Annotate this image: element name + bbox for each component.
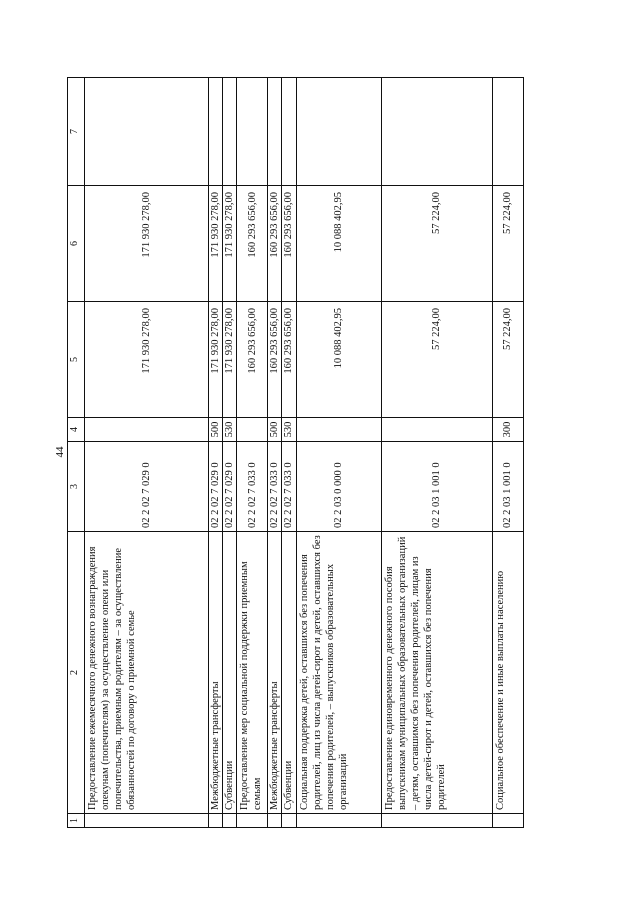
- amount5-cell: 160 293 656,00: [268, 302, 282, 418]
- amount5-cell: 171 930 278,00: [209, 302, 223, 418]
- amount5-cell: 10 088 402,95: [296, 302, 381, 418]
- header-cell: 4: [68, 418, 85, 442]
- amount6-cell: 10 088 402,95: [296, 186, 381, 302]
- col7-cell: [381, 78, 492, 186]
- amount5-cell: 171 930 278,00: [223, 302, 237, 418]
- table-row: [492, 78, 523, 828]
- page-number: 44: [54, 446, 66, 458]
- col1-cell: [381, 814, 492, 828]
- amount6-cell: 171 930 278,00: [85, 186, 209, 302]
- col7-cell: [223, 78, 237, 186]
- header-cell: 7: [68, 78, 85, 186]
- amount5-cell: 160 293 656,00: [237, 302, 268, 418]
- code-cell: 02 2 03 1 001 0: [381, 442, 492, 532]
- name-cell: Социальная поддержка детей, оставшихся без попечения родителей, лиц из числа детей-сирот и детей, оставшихся без попечения родителей, – выпускников образовательных организаций: [296, 532, 381, 814]
- vr-cell: 500: [209, 418, 223, 442]
- name-cell: Субвенции: [223, 532, 237, 814]
- header-row: [68, 78, 85, 828]
- name-cell: Предоставление ежемесячного денежного вознаграждения опекунам (попечителям) за осуществление опеки или попечительства, приемным родителям – за осуществление обязанностей по договору о приемной семье: [85, 532, 209, 814]
- table-row: [85, 78, 209, 828]
- col1-cell: [492, 814, 523, 828]
- col1-cell: [296, 814, 381, 828]
- name-cell: Субвенции: [282, 532, 296, 814]
- table-row: [268, 78, 282, 828]
- code-cell: 02 2 02 7 029 0: [209, 442, 223, 532]
- col1-cell: [209, 814, 223, 828]
- col1-cell: [223, 814, 237, 828]
- vr-cell: [381, 418, 492, 442]
- vr-cell: 530: [282, 418, 296, 442]
- header-cell: 1: [68, 814, 85, 828]
- header-cell: 6: [68, 186, 85, 302]
- amount6-cell: 160 293 656,00: [237, 186, 268, 302]
- amount6-cell: 160 293 656,00: [268, 186, 282, 302]
- col7-cell: [237, 78, 268, 186]
- vr-cell: 500: [268, 418, 282, 442]
- name-cell: Межбюджетные трансферты: [268, 532, 282, 814]
- code-cell: 02 2 03 0 000 0: [296, 442, 381, 532]
- code-cell: 02 2 02 7 029 0: [223, 442, 237, 532]
- table-row: [223, 78, 237, 828]
- col7-cell: [492, 78, 523, 186]
- amount6-cell: 160 293 656,00: [282, 186, 296, 302]
- vr-cell: [296, 418, 381, 442]
- vr-cell: 530: [223, 418, 237, 442]
- code-cell: 02 2 02 7 033 0: [268, 442, 282, 532]
- col7-cell: [282, 78, 296, 186]
- col7-cell: [85, 78, 209, 186]
- budget-table: [67, 77, 524, 828]
- amount6-cell: 171 930 278,00: [209, 186, 223, 302]
- col7-cell: [268, 78, 282, 186]
- code-cell: 02 2 02 7 029 0: [85, 442, 209, 532]
- vr-cell: [237, 418, 268, 442]
- amount6-cell: 171 930 278,00: [223, 186, 237, 302]
- code-cell: 02 2 02 7 033 0: [237, 442, 268, 532]
- col7-cell: [209, 78, 223, 186]
- code-cell: 02 2 03 1 001 0: [492, 442, 523, 532]
- table-row: [237, 78, 268, 828]
- col7-cell: [296, 78, 381, 186]
- col1-cell: [282, 814, 296, 828]
- name-cell: Социальное обеспечение и иные выплаты населению: [492, 532, 523, 814]
- amount6-cell: 57 224,00: [381, 186, 492, 302]
- col1-cell: [85, 814, 209, 828]
- amount5-cell: 160 293 656,00: [282, 302, 296, 418]
- table-row: [381, 78, 492, 828]
- vr-cell: [85, 418, 209, 442]
- name-cell: Межбюджетные трансферты: [209, 532, 223, 814]
- amount6-cell: 57 224,00: [492, 186, 523, 302]
- vr-cell: 300: [492, 418, 523, 442]
- table-row: [209, 78, 223, 828]
- amount5-cell: 57 224,00: [492, 302, 523, 418]
- code-cell: 02 2 02 7 033 0: [282, 442, 296, 532]
- header-cell: 3: [68, 442, 85, 532]
- name-cell: Предоставление единовременного денежного пособия выпускникам муниципальных образовательных организаций – детям, оставшимся без попечения родителей, лицам из числа детей-сирот и детей, оставшихся без попечения родителей: [381, 532, 492, 814]
- amount5-cell: 57 224,00: [381, 302, 492, 418]
- name-cell: Предоставление мер социальной поддержки приемным семьям: [237, 532, 268, 814]
- budget-table-region: [67, 78, 602, 828]
- table-row: [296, 78, 381, 828]
- header-cell: 2: [68, 532, 85, 814]
- amount5-cell: 171 930 278,00: [85, 302, 209, 418]
- col1-cell: [268, 814, 282, 828]
- table-row: [282, 78, 296, 828]
- col1-cell: [237, 814, 268, 828]
- header-cell: 5: [68, 302, 85, 418]
